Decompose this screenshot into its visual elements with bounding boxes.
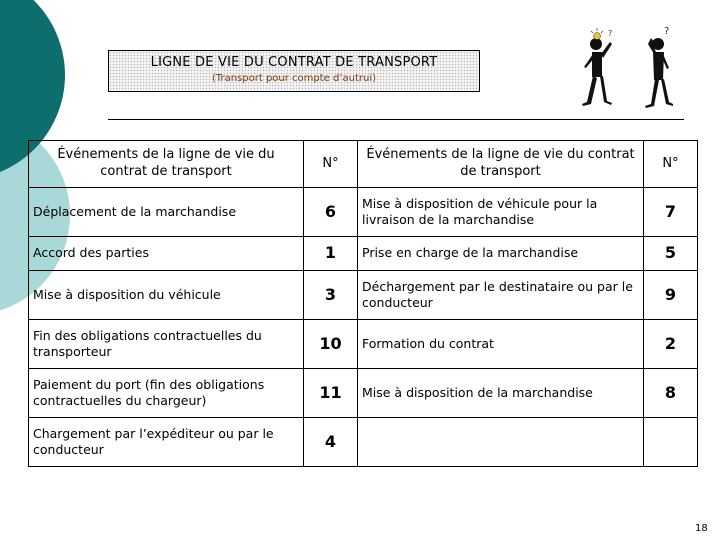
page-subtitle: (Transport pour compte d’autrui): [211, 73, 377, 84]
left-event-cell: Déplacement de la marchandise: [29, 188, 304, 237]
right-number-cell: 5: [644, 236, 698, 270]
page-title: LIGNE DE VIE DU CONTRAT DE TRANSPORT: [150, 55, 438, 70]
title-box: [108, 50, 480, 92]
left-number-cell: 10: [304, 320, 358, 369]
thinking-figures-illustration: [578, 22, 688, 122]
left-number-cell: 4: [304, 418, 358, 467]
table-row: [29, 271, 698, 320]
left-event-cell: Fin des obligations contractuelles du transporteur: [29, 320, 304, 369]
right-number-cell: 9: [644, 271, 698, 320]
right-event-cell: Mise à disposition de la marchandise: [358, 369, 644, 418]
left-number-cell: 6: [304, 188, 358, 237]
left-number-cell: 3: [304, 271, 358, 320]
column-header-events-right: Événements de la ligne de vie du contrat de transport: [358, 141, 644, 188]
table-header-row: [29, 141, 698, 188]
right-event-cell: Formation du contrat: [358, 320, 644, 369]
figure-with-idea-icon: [582, 28, 612, 106]
idea-question-mark: ?: [608, 29, 613, 38]
page-number: 18: [695, 523, 708, 534]
figure-confused-icon: [645, 26, 673, 108]
table-row: [29, 188, 698, 237]
left-number-cell: 1: [304, 236, 358, 270]
column-header-number-left: N°: [304, 141, 358, 188]
table-row: [29, 320, 698, 369]
right-event-cell: [358, 418, 644, 467]
right-event-cell: Mise à disposition de véhicule pour la livraison de la marchandise: [358, 188, 644, 237]
left-event-cell: Accord des parties: [29, 236, 304, 270]
column-header-events-left: Événements de la ligne de vie du contrat de transport: [29, 141, 304, 188]
left-event-cell: Chargement par l’expéditeur ou par le conducteur: [29, 418, 304, 467]
table-row: [29, 236, 698, 270]
confused-question-mark: ?: [664, 26, 670, 37]
table-row: [29, 418, 698, 467]
right-event-cell: Déchargement par le destinataire ou par le conducteur: [358, 271, 644, 320]
left-event-cell: Paiement du port (fin des obligations contractuelles du chargeur): [29, 369, 304, 418]
table-row: [29, 369, 698, 418]
right-event-cell: Prise en charge de la marchandise: [358, 236, 644, 270]
right-number-cell: 8: [644, 369, 698, 418]
right-number-cell: 2: [644, 320, 698, 369]
events-table: [28, 140, 698, 467]
right-number-cell: 7: [644, 188, 698, 237]
right-number-cell: [644, 418, 698, 467]
left-number-cell: 11: [304, 369, 358, 418]
column-header-number-right: N°: [644, 141, 698, 188]
left-event-cell: Mise à disposition du véhicule: [29, 271, 304, 320]
